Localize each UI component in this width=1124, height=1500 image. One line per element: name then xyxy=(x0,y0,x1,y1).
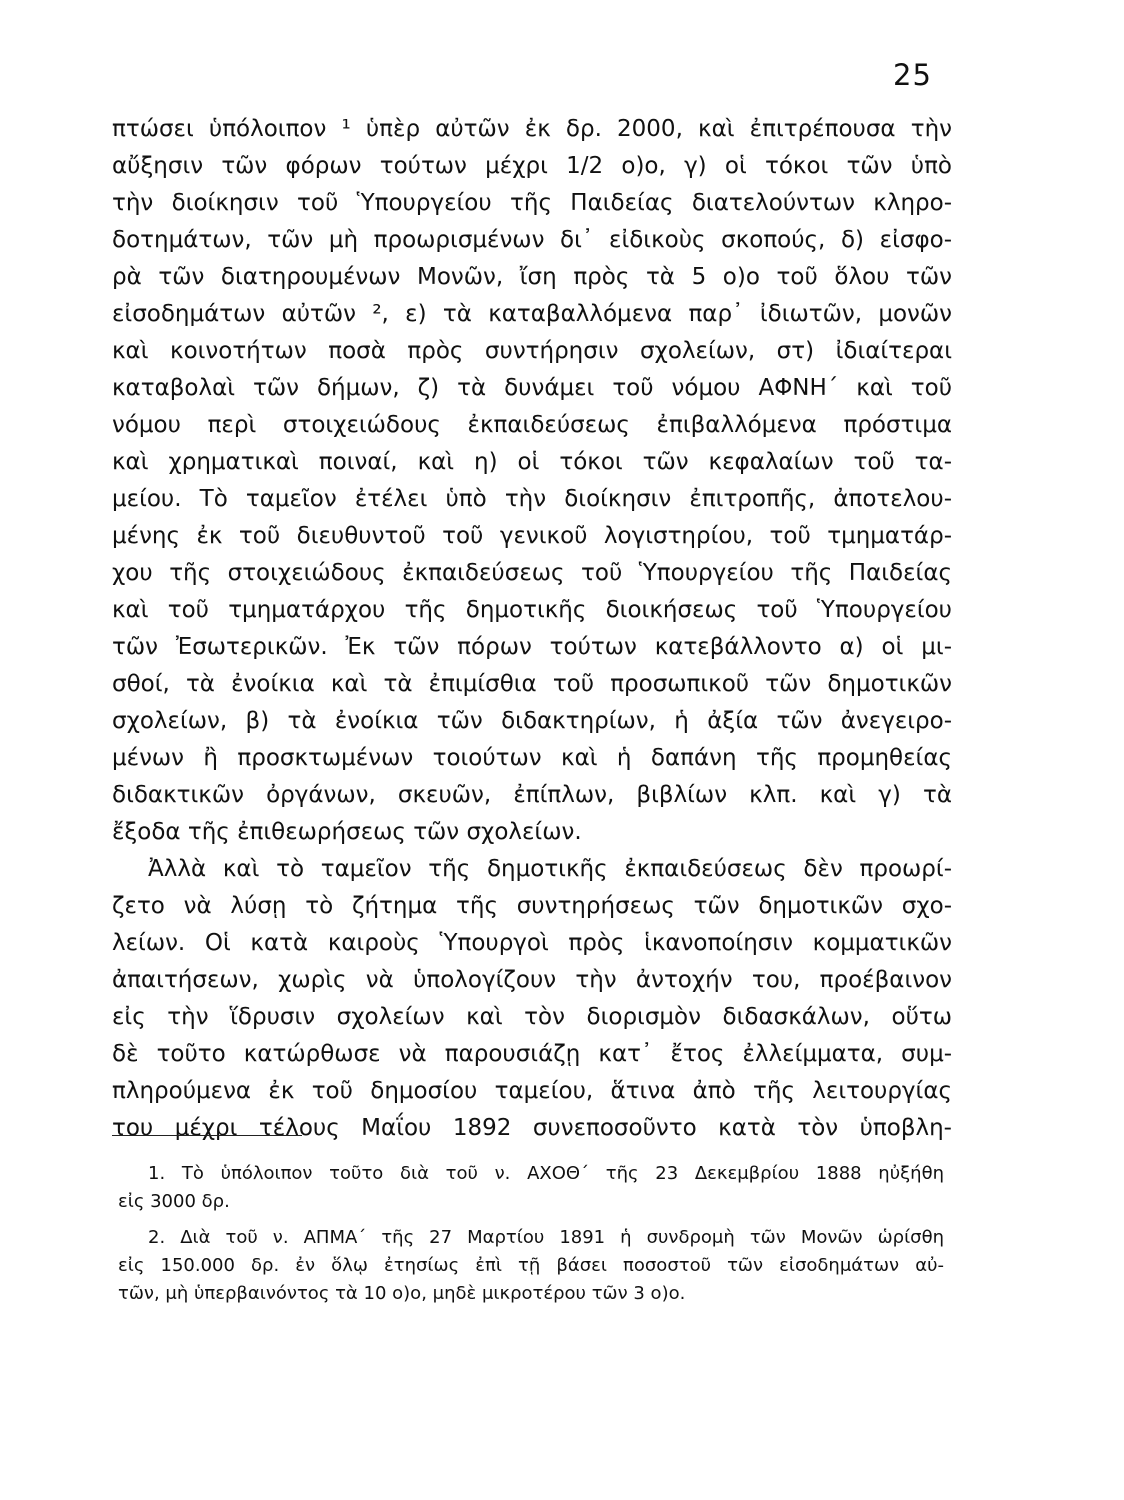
footnote-line: τῶν, μὴ ὑπερβαινόντος τὰ 10 ο)ο, μηδὲ μικροτέρου τῶν 3 ο)ο. xyxy=(118,1283,686,1304)
body-line: δοτημάτων, τῶν μὴ προωρισμένων δι᾽ εἰδικοὺς σκοπούς, δ) εἰσφο- xyxy=(112,227,952,253)
body-line: του μέχρι τέλους Μαΐου 1892 συνεποσοῦντο κατὰ τὸν ὑποβλη- xyxy=(112,1115,952,1141)
body-line: πληρούμενα ἐκ τοῦ δημοσίου ταμείου, ἅτινα ἀπὸ τῆς λειτουργίας xyxy=(112,1078,952,1104)
body-line: μείου. Τὸ ταμεῖον ἐτέλει ὑπὸ τὴν διοίκησιν ἐπιτροπῆς, ἀποτελου- xyxy=(112,486,952,512)
body-line: διδακτικῶν ὀργάνων, σκευῶν, ἐπίπλων, βιβλίων κλπ. καὶ γ) τὰ xyxy=(112,782,952,808)
body-line: ἔξοδα τῆς ἐπιθεωρήσεως τῶν σχολείων. xyxy=(112,819,582,845)
body-line: νόμου περὶ στοιχειώδους ἐκπαιδεύσεως ἐπιβαλλόμενα πρόστιμα xyxy=(112,412,952,438)
body-line: ρὰ τῶν διατηρουμένων Μονῶν, ἴση πρὸς τὰ 5 ο)ο τοῦ ὅλου τῶν xyxy=(112,264,952,290)
footnote-line: εἰς 3000 δρ. xyxy=(118,1191,230,1212)
body-line: σχολείων, β) τὰ ἐνοίκια τῶν διδακτηρίων, ἡ ἀξία τῶν ἀνεγειρο- xyxy=(112,708,952,734)
body-line: λείων. Οἱ κατὰ καιροὺς Ὑπουργοὶ πρὸς ἱκανοποίησιν κομματικῶν xyxy=(112,930,952,956)
body-line: ἀπαιτήσεων, χωρὶς νὰ ὑπολογίζουν τὴν ἀντοχήν του, προέβαινον xyxy=(112,967,952,993)
footnote-line: 1. Τὸ ὑπόλοιπον τοῦτο διὰ τοῦ ν. ΑΧΟΘ΄ τῆς 23 Δεκεμβρίου 1888 ηὐξήθη xyxy=(148,1163,944,1184)
body-line: χου τῆς στοιχειώδους ἐκπαιδεύσεως τοῦ Ὑπουργείου τῆς Παιδείας xyxy=(112,560,952,586)
body-line: δὲ τοῦτο κατώρθωσε νὰ παρουσιάζῃ κατ᾽ ἔτος ἐλλείμματα, συμ- xyxy=(112,1041,952,1067)
body-line: μένων ἢ προσκτωμένων τοιούτων καὶ ἡ δαπάνη τῆς προμηθείας xyxy=(112,745,952,771)
body-line: μένης ἐκ τοῦ διευθυντοῦ τοῦ γενικοῦ λογιστηρίου, τοῦ τμηματάρ- xyxy=(112,523,952,549)
footnote-line: εἰς 150.000 δρ. ἐν ὅλῳ ἐτησίως ἐπὶ τῇ βάσει ποσοστοῦ τῶν εἰσοδημάτων αὐ- xyxy=(118,1255,944,1276)
body-line: πτώσει ὑπόλοιπον ¹ ὑπὲρ αὐτῶν ἐκ δρ. 2000, καὶ ἐπιτρέπουσα τὴν xyxy=(112,116,952,142)
body-line: σθοί, τὰ ἐνοίκια καὶ τὰ ἐπιμίσθια τοῦ προσωπικοῦ τῶν δημοτικῶν xyxy=(112,671,952,697)
footnote-line: 2. Διὰ τοῦ ν. ΑΠΜΑ΄ τῆς 27 Μαρτίου 1891 ἡ συνδρομὴ τῶν Μονῶν ὡρίσθη xyxy=(148,1227,944,1248)
body-line: τὴν διοίκησιν τοῦ Ὑπουργείου τῆς Παιδείας διατελούντων κληρο- xyxy=(112,190,952,216)
body-line: καὶ χρηματικαὶ ποιναί, καὶ η) οἱ τόκοι τῶν κεφαλαίων τοῦ τα- xyxy=(112,449,952,475)
body-line: εἰς τὴν ἵδρυσιν σχολείων καὶ τὸν διορισμὸν διδασκάλων, οὕτω xyxy=(112,1004,952,1030)
body-line: καὶ τοῦ τμηματάρχου τῆς δημοτικῆς διοικήσεως τοῦ Ὑπουργείου xyxy=(112,597,952,623)
body-line: καὶ κοινοτήτων ποσὰ πρὸς συντήρησιν σχολείων, στ) ἰδιαίτεραι xyxy=(112,338,952,364)
page-number: 25 xyxy=(893,58,932,92)
body-line: ζετο νὰ λύσῃ τὸ ζήτημα τῆς συντηρήσεως τῶν δημοτικῶν σχο- xyxy=(112,893,952,919)
body-line: Ἀλλὰ καὶ τὸ ταμεῖον τῆς δημοτικῆς ἐκπαιδεύσεως δὲν προωρί- xyxy=(148,856,952,882)
body-line: τῶν Ἐσωτερικῶν. Ἐκ τῶν πόρων τούτων κατεβάλλοντο α) οἱ μι- xyxy=(112,634,952,660)
footnote-divider xyxy=(112,1135,302,1136)
body-line: εἰσοδημάτων αὐτῶν ², ε) τὰ καταβαλλόμενα παρ᾽ ἰδιωτῶν, μονῶν xyxy=(112,301,952,327)
body-line: καταβολαὶ τῶν δήμων, ζ) τὰ δυνάμει τοῦ νόμου ΑΦΝΗ΄ καὶ τοῦ xyxy=(112,375,952,401)
body-line: αὔξησιν τῶν φόρων τούτων μέχρι 1/2 ο)ο, γ) οἱ τόκοι τῶν ὑπὸ xyxy=(112,153,952,179)
